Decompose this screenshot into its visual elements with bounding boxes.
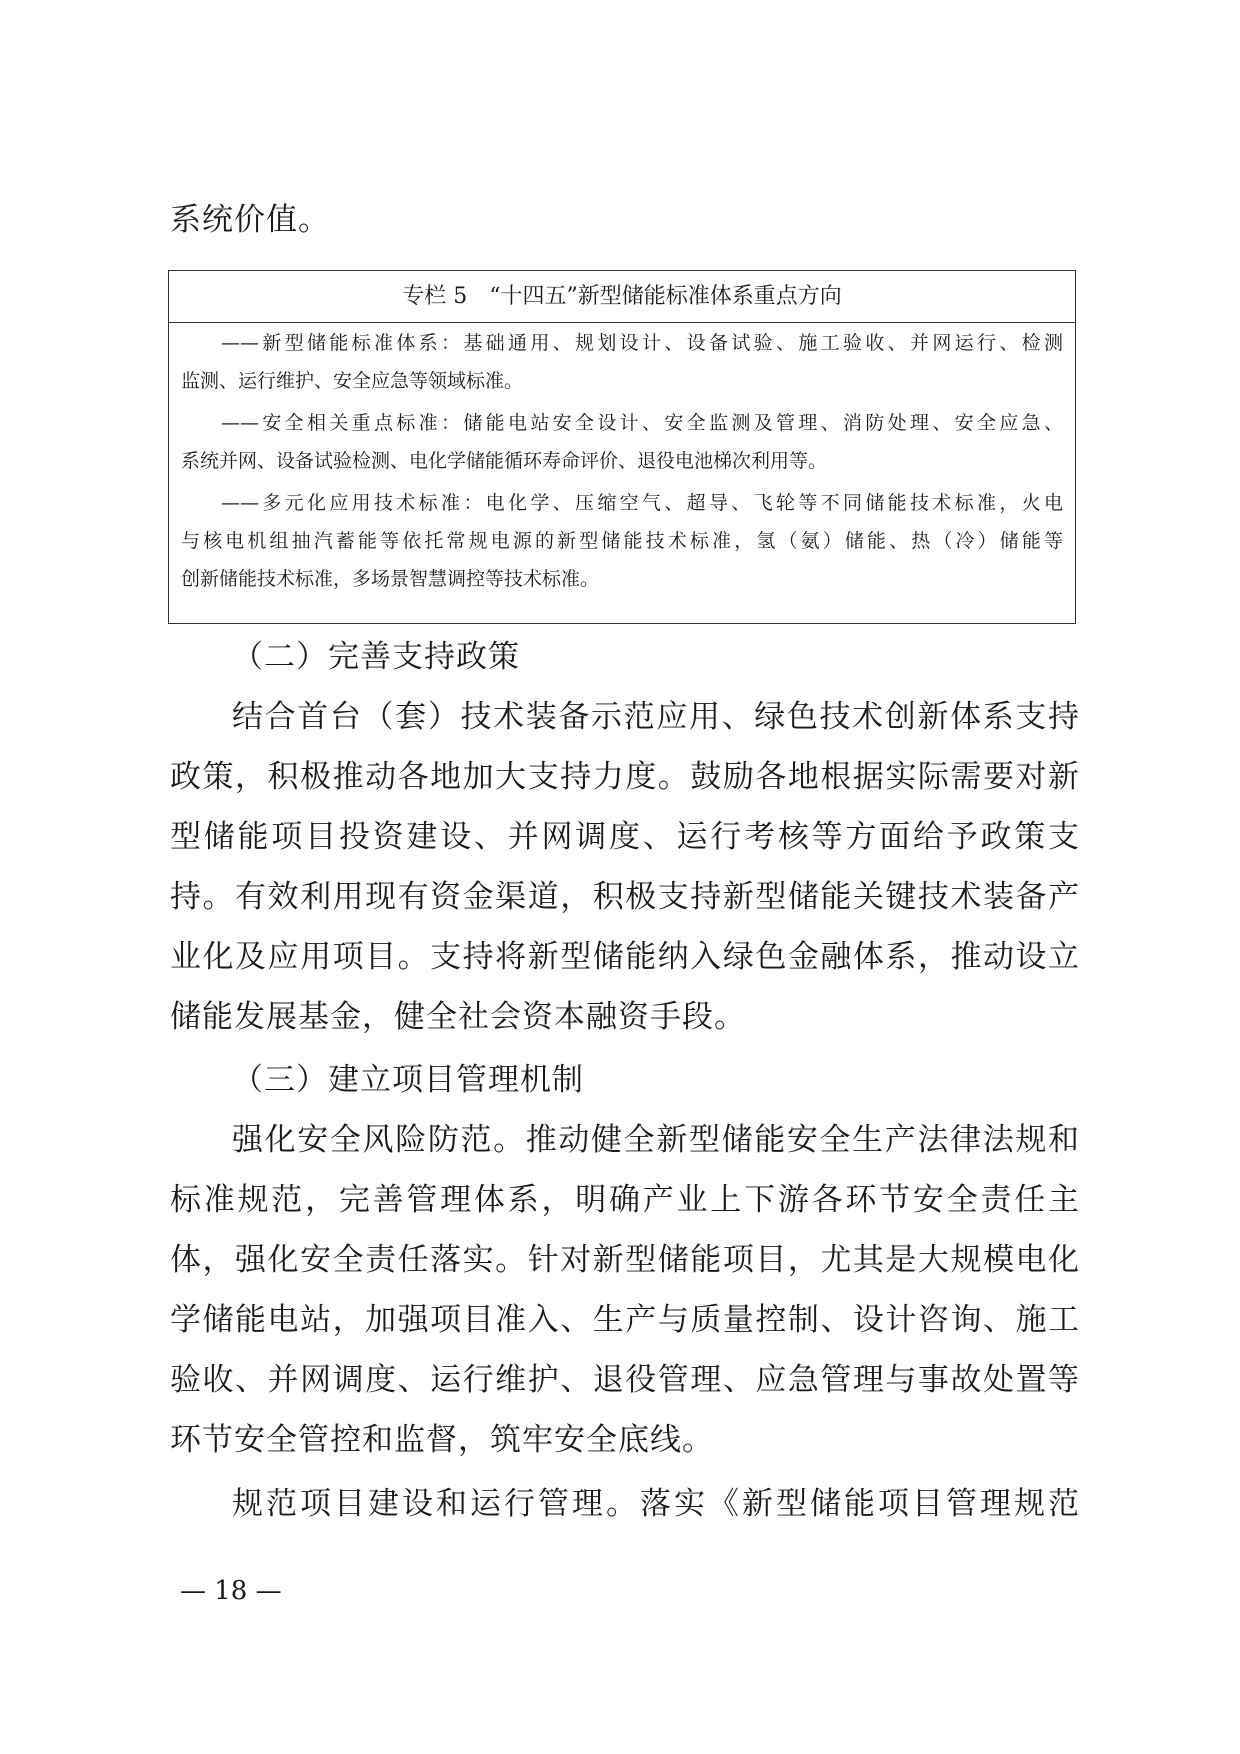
section3-heading: （三）建立项目管理机制 xyxy=(232,1062,584,1098)
paragraph-line: 验收、并网调度、运行维护、退役管理、应急管理与事故处置等 xyxy=(170,1362,1080,1398)
paragraph-line: 环节安全管控和监督，筑牢安全底线。 xyxy=(170,1422,714,1458)
paragraph-line: 体，强化安全责任落实。针对新型储能项目，尤其是大规模电化 xyxy=(170,1242,1080,1278)
paragraph-line: 强化安全风险防范。推动健全新型储能安全生产法律法规和 xyxy=(232,1122,1080,1158)
column-line: 创新储能技术标准，多场景智慧调控等技术标准。 xyxy=(181,568,600,590)
column-line: ——安全相关重点标准：储能电站安全设计、安全监测及管理、消防处理、安全应急、 xyxy=(221,412,1063,434)
section2-heading: （二）完善支持政策 xyxy=(232,639,520,675)
column-box xyxy=(168,270,1076,624)
paragraph-line: 结合首台（套）技术装备示范应用、绿色技术创新体系支持 xyxy=(232,699,1080,735)
paragraph-line: 学储能电站，加强项目准入、生产与质量控制、设计咨询、施工 xyxy=(170,1302,1080,1338)
lead-line: 系统价值。 xyxy=(170,202,330,238)
column-line: ——多元化应用技术标准：电化学、压缩空气、超导、飞轮等不同储能技术标准，火电 xyxy=(221,492,1063,514)
column-line: ——新型储能标准体系：基础通用、规划设计、设备试验、施工验收、并网运行、检测 xyxy=(221,332,1063,354)
column-line: 监测、运行维护、安全应急等领域标准。 xyxy=(181,370,524,392)
paragraph-line: 业化及应用项目。支持将新型储能纳入绿色金融体系，推动设立 xyxy=(170,939,1080,975)
column-line: 系统并网、设备试验检测、电化学储能循环寿命评价、退役电池梯次利用等。 xyxy=(181,450,828,472)
paragraph-line: 持。有效利用现有资金渠道，积极支持新型储能关键技术装备产 xyxy=(170,879,1080,915)
paragraph-line: 规范项目建设和运行管理。落实《新型储能项目管理规范 xyxy=(232,1486,1080,1522)
paragraph-line: 政策，积极推动各地加大支持力度。鼓励各地根据实际需要对新 xyxy=(170,759,1080,795)
column-title: 专栏 5 “十四五”新型储能标准体系重点方向 xyxy=(169,271,1075,323)
paragraph-line: 储能发展基金，健全社会资本融资手段。 xyxy=(170,999,746,1035)
paragraph-line: 型储能项目投资建设、并网调度、运行考核等方面给予政策支 xyxy=(170,819,1080,855)
page-number: — 18 — xyxy=(180,1576,282,1606)
paragraph-line: 标准规范，完善管理体系，明确产业上下游各环节安全责任主 xyxy=(170,1182,1080,1218)
column-line: 与核电机组抽汽蓄能等依托常规电源的新型储能技术标准，氢（氨）储能、热（冷）储能等 xyxy=(181,530,1063,552)
